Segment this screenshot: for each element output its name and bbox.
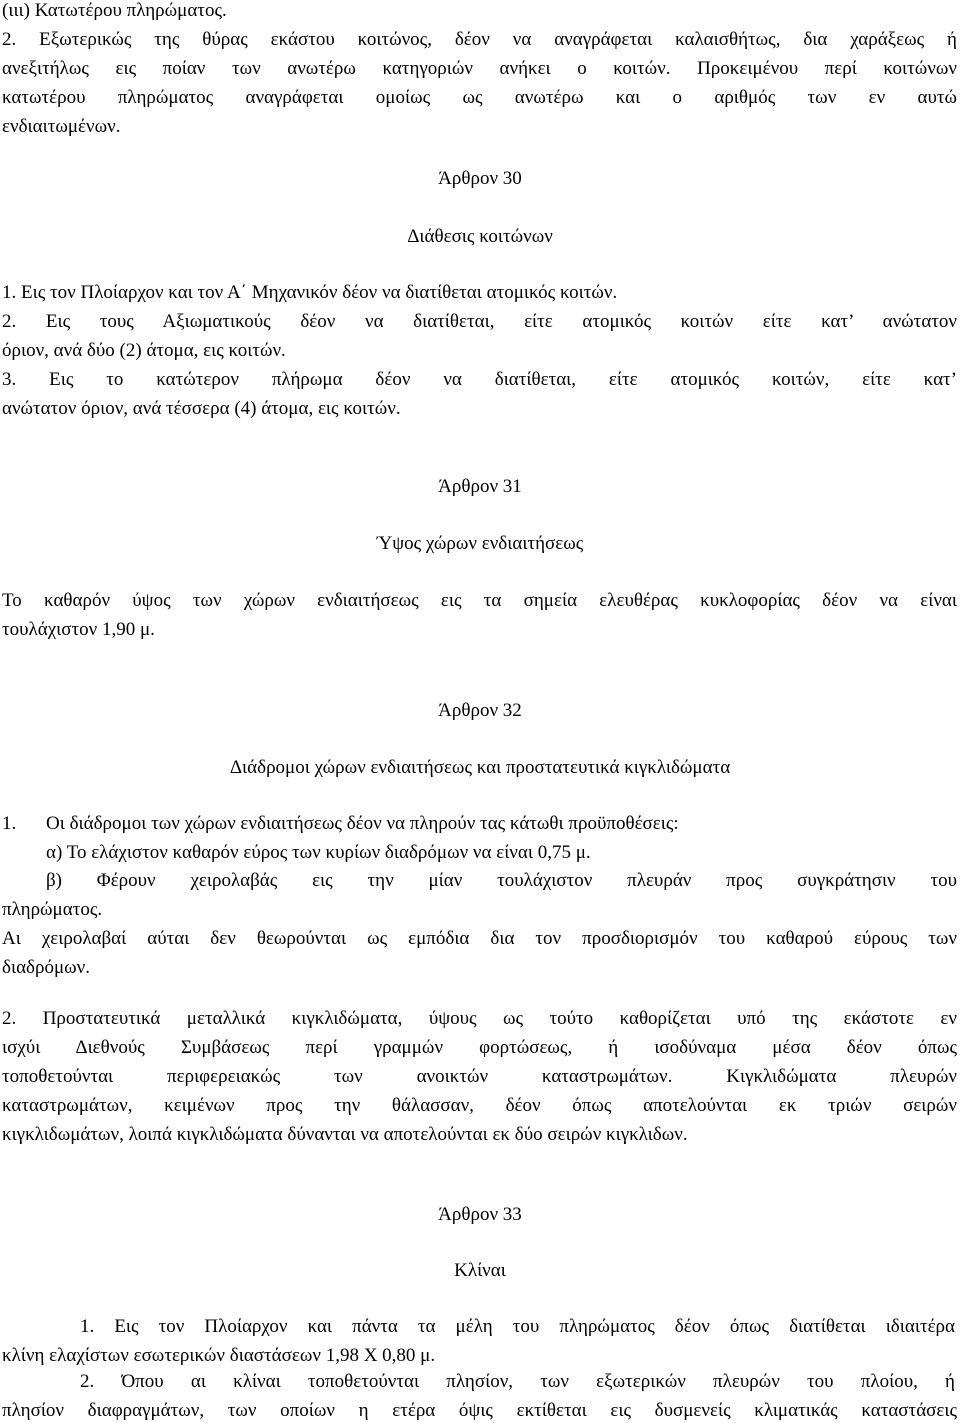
article-31-subheading: Ύψος χώρων ενδιαιτήσεως [376, 533, 584, 554]
list-item-lower-crew: (ιιι) Κατωτέρου πληρώματος. [2, 0, 227, 21]
paragraph-line: διαδρόμων. [2, 957, 90, 978]
paragraph-line: 2. Προστατευτικά μεταλλικά κιγκλιδώματα, ύψους ως τούτο καθορίζεται υπό της εκάστοτε εν [2, 1008, 957, 1029]
paragraph-line: πληρώματος. [2, 899, 103, 920]
paragraph-line: 3. Εις το κατώτερον πλήρωμα δέον να διατίθεται, είτε ατομικός κοιτών, είτε κατ’ [2, 369, 957, 390]
paragraph-line: ανεξιτήλως εις ποίαν των ανωτέρω κατηγοριών ανήκει ο κοιτών. Προκειμένου περί κοιτώνων [2, 58, 957, 79]
article-33-subheading: Κλίναι [454, 1260, 506, 1281]
article-33-heading: Άρθρον 33 [438, 1204, 522, 1225]
paragraph-line: ισχύι Διεθνούς Συμβάσεως περί γραμμών φορτώσεως, ή ισοδύναμα μέσα δέον όπως [2, 1037, 957, 1058]
article-30-heading: Άρθρον 30 [438, 168, 522, 189]
paragraph-line: κατωτέρου πληρώματος αναγράφεται ομοίως ως ανωτέρω και ο αριθμός των εν αυτώ [2, 87, 957, 108]
paragraph-line: Το καθαρόν ύψος των χώρων ενδιαιτήσεως εις τα σημεία ελευθέρας κυκλοφορίας δέον να είναι [2, 590, 957, 611]
paragraph-line: 2. Εξωτερικώς της θύρας εκάστου κοιτώνος, δέον να αναγράφεται καλαισθήτως, δια χαράξεως ή [2, 29, 957, 50]
list-item-b: β) Φέρουν χειρολαβάς εις την μίαν τουλάχιστον πλευράν προς συγκράτησιν του [46, 870, 957, 891]
paragraph-line: 1. Εις τον Πλοίαρχον και τον Α΄ Μηχανικόν δέον να διατίθεται ατομικός κοιτών. [2, 282, 618, 303]
article-31-heading: Άρθρον 31 [438, 476, 522, 497]
paragraph-line: τουλάχιστον 1,90 μ. [2, 619, 155, 640]
paragraph-line: κλίνη ελαχίστων εσωτερικών διαστάσεων 1,98 Χ 0,80 μ. [2, 1345, 436, 1366]
list-item-a: α) Το ελάχιστον καθαρόν εύρος των κυρίων διαδρόμων να είναι 0,75 μ. [46, 842, 591, 863]
paragraph-line: Οι διάδρομοι των χώρων ενδιαιτήσεως δέον να πληρούν τας κάτωθι προϋποθέσεις: [46, 813, 679, 834]
article-30-subheading: Διάθεσις κοιτώνων [407, 226, 553, 247]
article-32-heading: Άρθρον 32 [438, 700, 522, 721]
paragraph-line: όριον, ανά δύο (2) άτομα, εις κοιτών. [2, 340, 286, 361]
paragraph-line: 2. Όπου αι κλίναι τοποθετούνται πλησίον, των εξωτερικών πλευρών του πλοίου, ή [80, 1371, 955, 1392]
paragraph-number: 1. [2, 813, 17, 834]
paragraph-line: 1. Εις τον Πλοίαρχον και πάντα τα μέλη του πληρώματος δέον όπως διατίθεται ιδιαιτέρα [80, 1316, 955, 1337]
paragraph-line: καταστρωμάτων, κειμένων προς την θάλασσαν, δέον όπως αποτελούνται εκ τριών σειρών [2, 1095, 957, 1116]
article-32-subheading: Διάδρομοι χώρων ενδιαιτήσεως και προστατευτικά κιγκλιδώματα [229, 757, 731, 778]
paragraph-line: τοποθετούνται περιφερειακώς των ανοικτών καταστρωμάτων. Κιγκλιδώματα πλευρών [2, 1066, 957, 1087]
paragraph-line: πλησίον διαφραγμάτων, των οποίων η ετέρα όψις εκτίθεται εις δυσμενείς κλιματικάς καταστάσεις [2, 1400, 957, 1421]
paragraph-line: Αι χειρολαβαί αύται δεν θεωρούνται ως εμπόδια δια τον προσδιορισμόν του καθαρού εύρους των [2, 928, 957, 949]
paragraph-line: ενδιαιτωμένων. [2, 116, 121, 137]
paragraph-line: ανώτατον όριον, ανά τέσσερα (4) άτομα, εις κοιτών. [2, 398, 401, 419]
paragraph-line: κιγκλιδωμάτων, λοιπά κιγκλιδώματα δύνανται να αποτελούνται εκ δύο σειρών κιγκλιδων. [2, 1124, 688, 1145]
paragraph-line: 2. Εις τους Αξιωματικούς δέον να διατίθεται, είτε ατομικός κοιτών είτε κατ’ ανώτατον [2, 311, 957, 332]
